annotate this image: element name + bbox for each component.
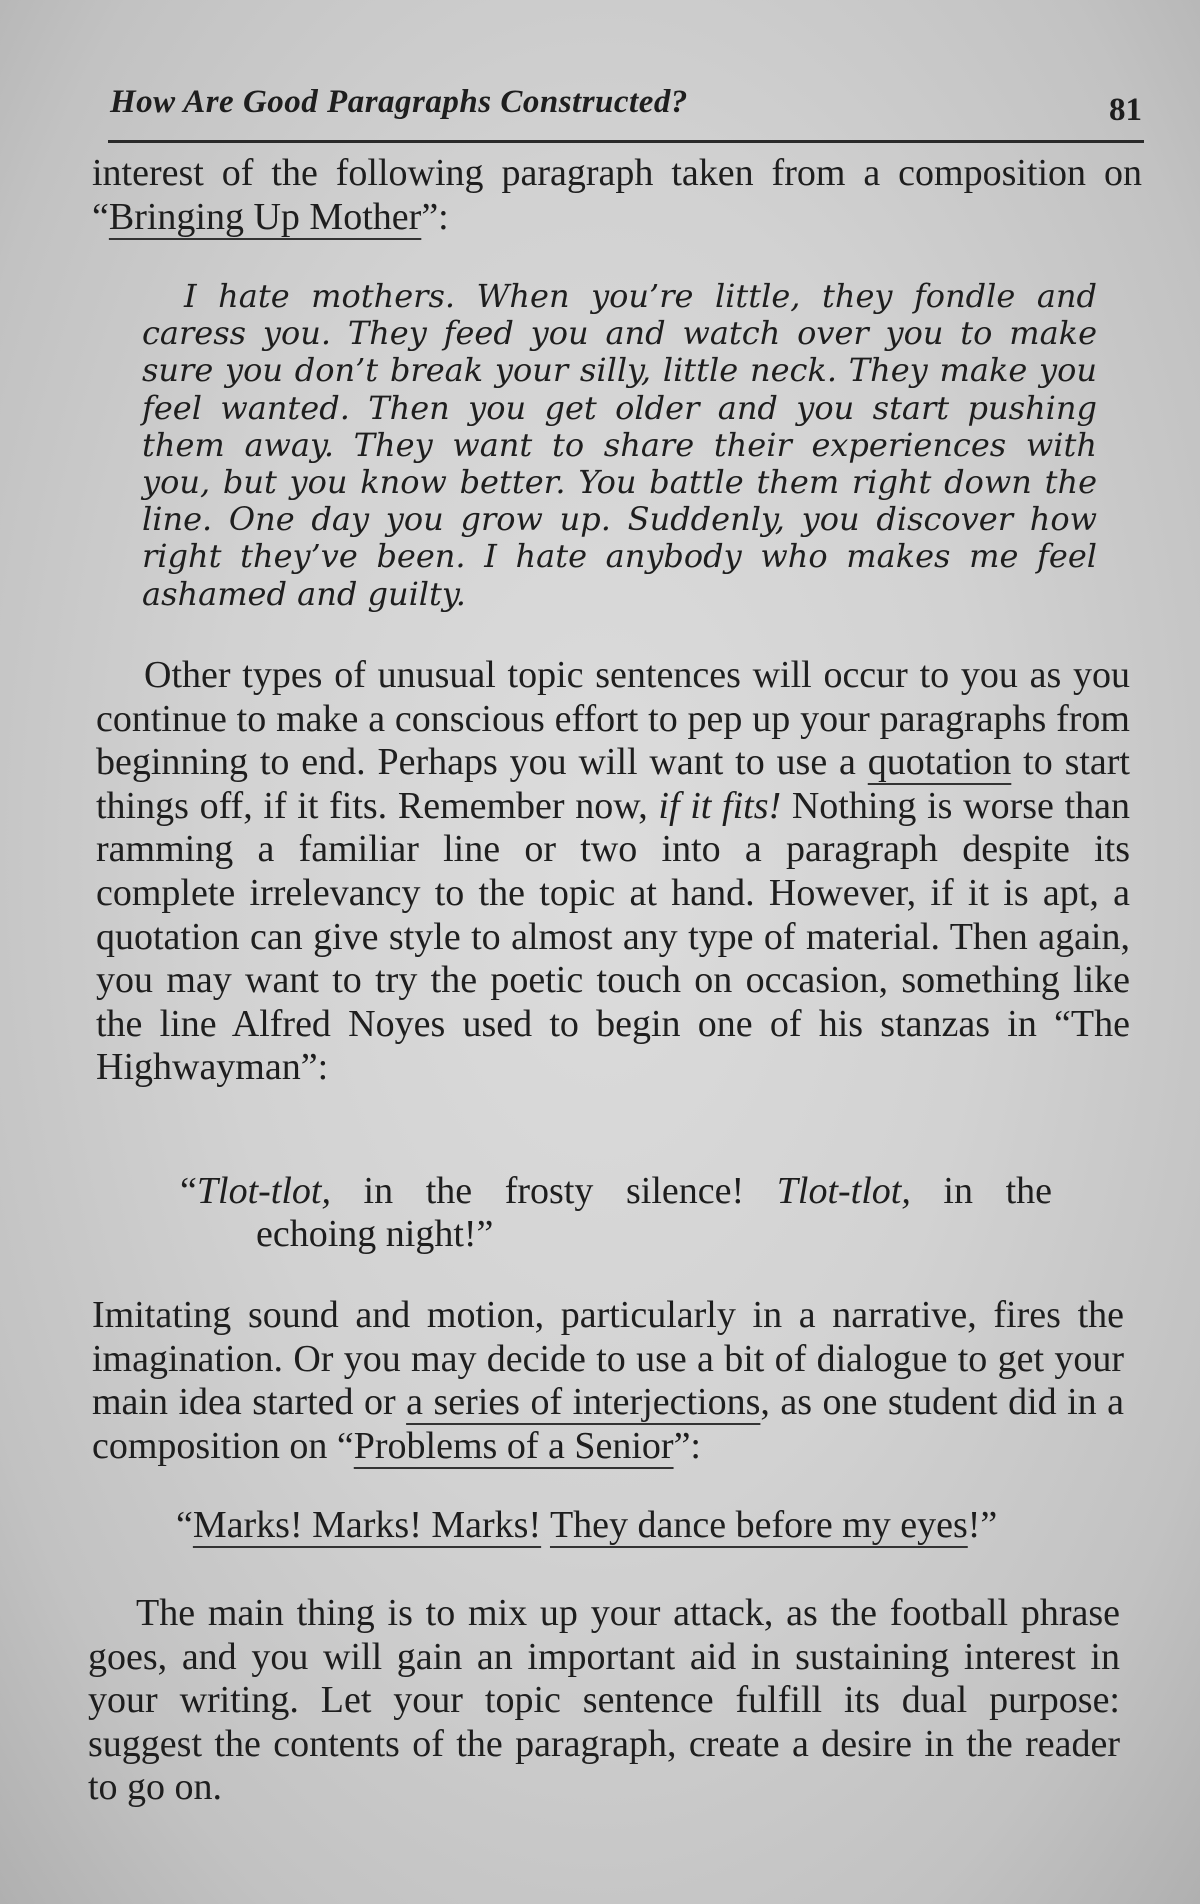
verse-open-quote: “ [180, 1170, 197, 1212]
sample-paragraph-quote [142, 278, 1097, 613]
running-head [108, 82, 1144, 143]
verse-quote [180, 1170, 1080, 1256]
imitating-part3: ”: [673, 1424, 701, 1467]
dialogue-dance: They dance before my eyes [549, 1504, 968, 1546]
imitating-underlined-title: Problems of a Senior [353, 1424, 674, 1467]
verse-line-2: echoing night!” [256, 1213, 494, 1255]
dialogue-quote [176, 1504, 1076, 1547]
verse-line-1 [180, 1170, 1052, 1213]
types-italic: if it fits! [658, 784, 782, 827]
types-part2: to start things off, if it fits. Remember now, [96, 741, 1130, 827]
intro-underlined-title: Bringing Up Mother [108, 195, 422, 238]
types-paragraph [96, 654, 1130, 1090]
types-underlined-quotation: quotation [867, 741, 1012, 784]
verse-text-1: in the frosty silence! [330, 1170, 777, 1212]
page-number: 81 [1109, 92, 1142, 128]
types-part1: Other types of unusual topic sentences will occur to you as you continue to make a conscious effort to pep up your paragraphs from beginning to end. Perhaps you will want to use a [96, 654, 1130, 784]
dialogue-space [541, 1504, 550, 1546]
imitating-paragraph [92, 1294, 1124, 1468]
sample-paragraph-text: I hate mothers. When you’re little, they fondle and caress you. They feed you and watch over you to make sure you don’t break your silly, little neck. They make you feel wanted. Then you get older and you start pushing them away. They want to share their experiences with you, but you know better. You battle them right down the line. One day you grow up. Suddenly, you discover how right they’ve been. I hate anybody who makes me feel ashamed and guilty. [142, 277, 1097, 613]
intro-text-after: ”: [421, 195, 449, 238]
dialogue-close-quote: !” [967, 1504, 998, 1546]
imitating-part1: Imitating sound and motion, particularly in a narrative, fires the imagination. Or you may decide to use a bit of dialogue to get your main idea started or [92, 1294, 1124, 1424]
imitating-part2: , as one student did in a composition on “ [92, 1381, 1125, 1467]
intro-text-before: interest of the following paragraph taken from a composition on “ [92, 152, 1142, 238]
verse-word-2: Tlot-tlot, [776, 1170, 911, 1212]
running-title: How Are Good Paragraphs Constructed? [110, 84, 688, 120]
types-part3: Nothing is worse than ramming a familiar line or two into a paragraph despite its complete irrelevancy to the topic at hand. However, if it is apt, a quotation can give style to almost any type of material. Then again, you may want to try the poetic touch on occasion, something like the line Alfred Noyes used to begin one of his stanzas in “The Highwayman”: [96, 784, 1130, 1089]
intro-paragraph [92, 152, 1142, 239]
dialogue-marks: Marks! Marks! Marks! [192, 1504, 542, 1546]
main-thing-paragraph: The main thing is to mix up your attack, as the football phrase goes, and you will gain an important aid in sustaining interest in your writing. Let your topic sentence fulfill its dual purpose: suggest the contents of the paragraph, create a desire in the reader to go on. [88, 1592, 1120, 1809]
dialogue-open-quote: “ [176, 1504, 193, 1546]
imitating-underlined-interjections: a series of interjections [406, 1381, 761, 1424]
verse-text-2: in the [910, 1170, 1053, 1212]
verse-word-1: Tlot-tlot, [196, 1170, 331, 1212]
